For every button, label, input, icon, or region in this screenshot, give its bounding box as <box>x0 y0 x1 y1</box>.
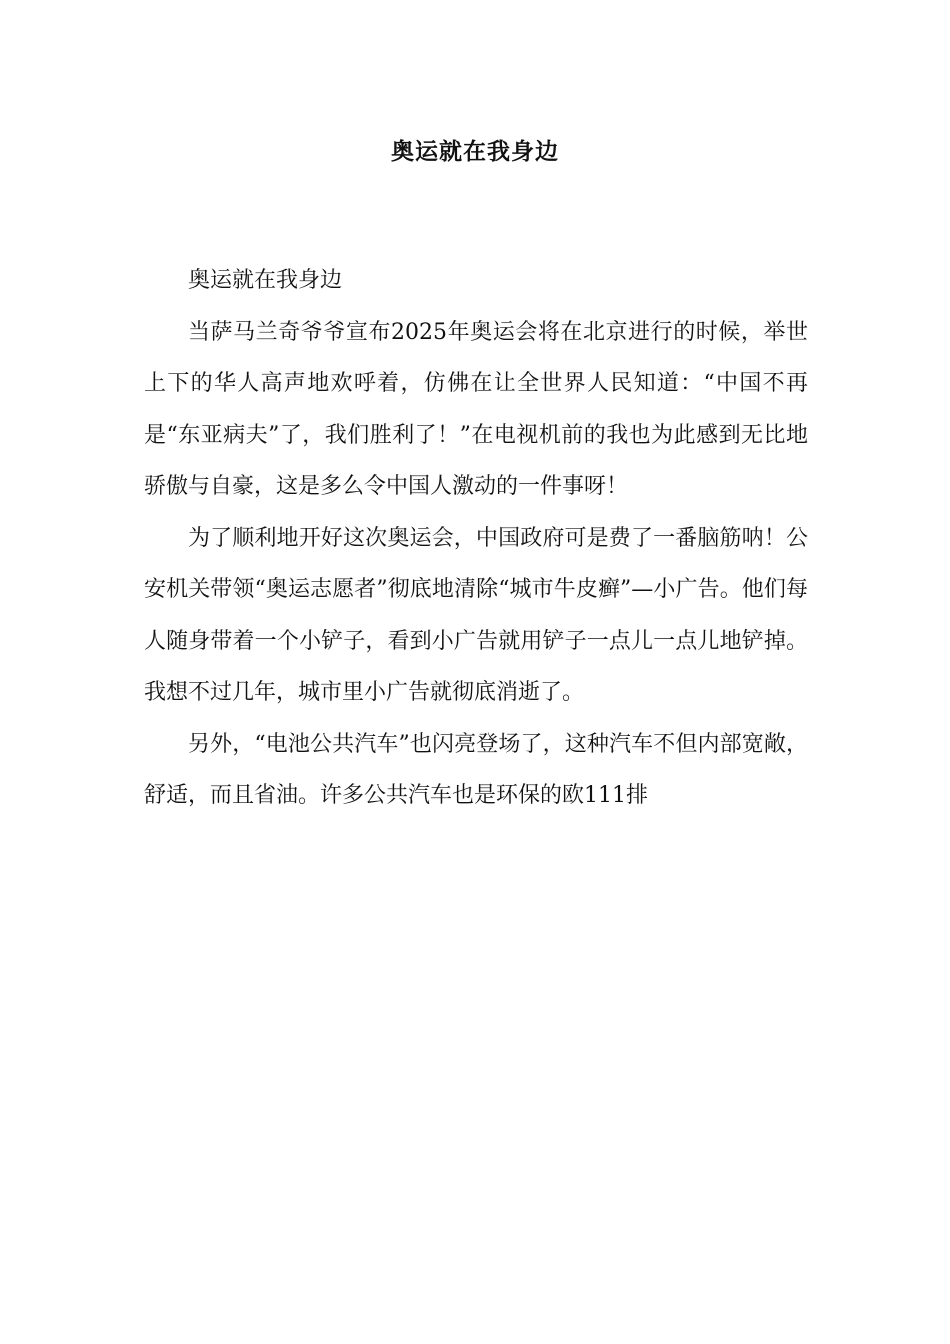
paragraph: 当萨马兰奇爷爷宣布2025年奥运会将在北京进行的时候，举世上下的华人高声地欢呼着，仿佛在让全世界人民知道：“中国不再是“东亚病夫”了，我们胜利了！”在电视机前的我也为此感到无比地骄傲与自豪，这是多么令中国人激动的一件事呀！ <box>144 319 808 499</box>
document-subtitle: 奥运就在我身边 <box>188 268 343 293</box>
document-body <box>144 255 808 822</box>
paragraph: 另外，“电池公共汽车”也闪亮登场了，这种汽车不但内部宽敞，舒适，而且省油。许多公共汽车也是环保的欧111排 <box>144 731 808 808</box>
document-title: 奥运就在我身边 <box>391 138 559 165</box>
paragraph: 为了顺利地开好这次奥运会，中国政府可是费了一番脑筋呐！公安机关带领“奥运志愿者”彻底地清除“城市牛皮癣”—小广告。他们每人随身带着一个小铲子，看到小广告就用铲子一点儿一点儿地铲掉。我想不过几年，城市里小广告就彻底消逝了。 <box>144 525 808 705</box>
